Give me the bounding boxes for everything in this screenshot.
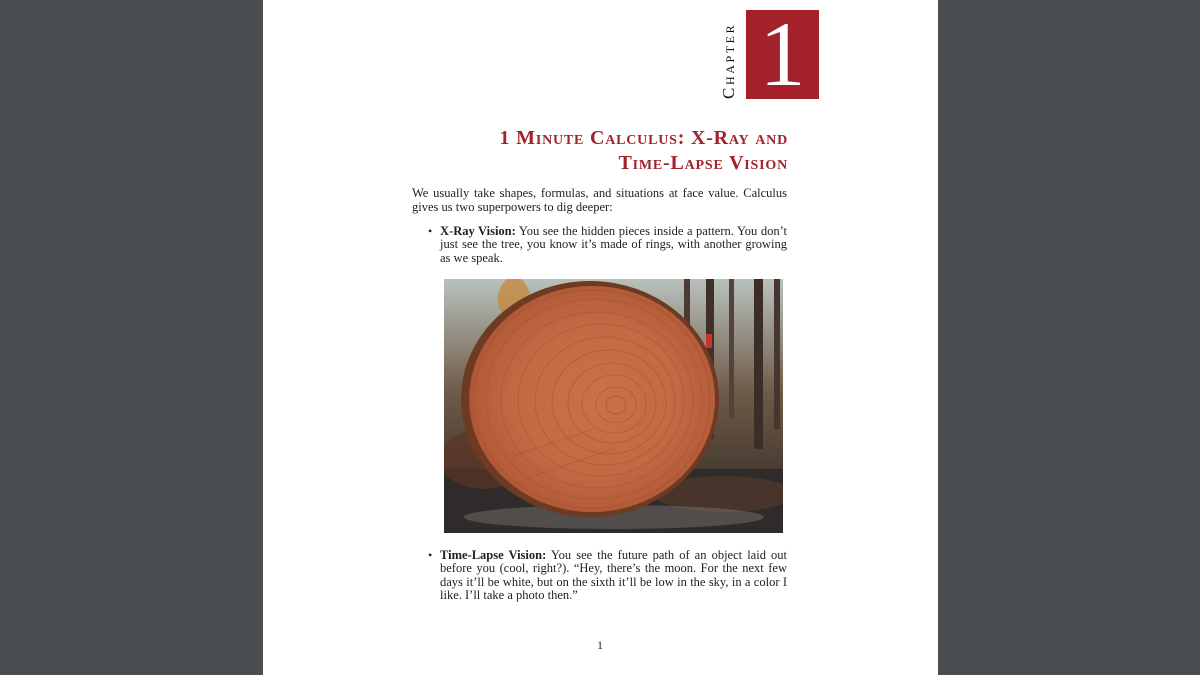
tree-stump-image (444, 279, 783, 533)
chapter-title-line-2: Time-Lapse Vision (618, 152, 788, 174)
tree-rings-photo (444, 279, 783, 533)
bullet-text: You see the future path of an object laid out before you (cool, right?). “Hey, there’s the moon. For the next few days it’ll be white, but on the sixth it’ll be low in the sky, in a color I like. I’ll take a photo then.” (440, 548, 787, 603)
bullet-timelapse (428, 548, 787, 603)
bullet-term: Time-Lapse Vision: (440, 548, 547, 562)
bullet-xray (428, 224, 787, 265)
chapter-number: 1 (759, 3, 806, 105)
bullet-text: You see the hidden pieces inside a pattern. You don’t just see the tree, you know it’s made of rings, with another growing as we speak. (440, 224, 787, 265)
bullet-dot: • (428, 224, 433, 238)
chapter-label: Chapter (719, 22, 738, 99)
bullet-term: X-Ray Vision: (440, 224, 516, 238)
chapter-title (368, 126, 788, 176)
chapter-number-box (746, 3, 819, 105)
chapter-title-line-1: 1 Minute Calculus: X-Ray and (499, 127, 788, 149)
intro-paragraph: We usually take shapes, formulas, and situations at face value. Calculus gives us two superpowers to dig deeper: (412, 186, 787, 214)
bullet-dot: • (428, 548, 433, 562)
page-number: 1 (597, 638, 603, 652)
